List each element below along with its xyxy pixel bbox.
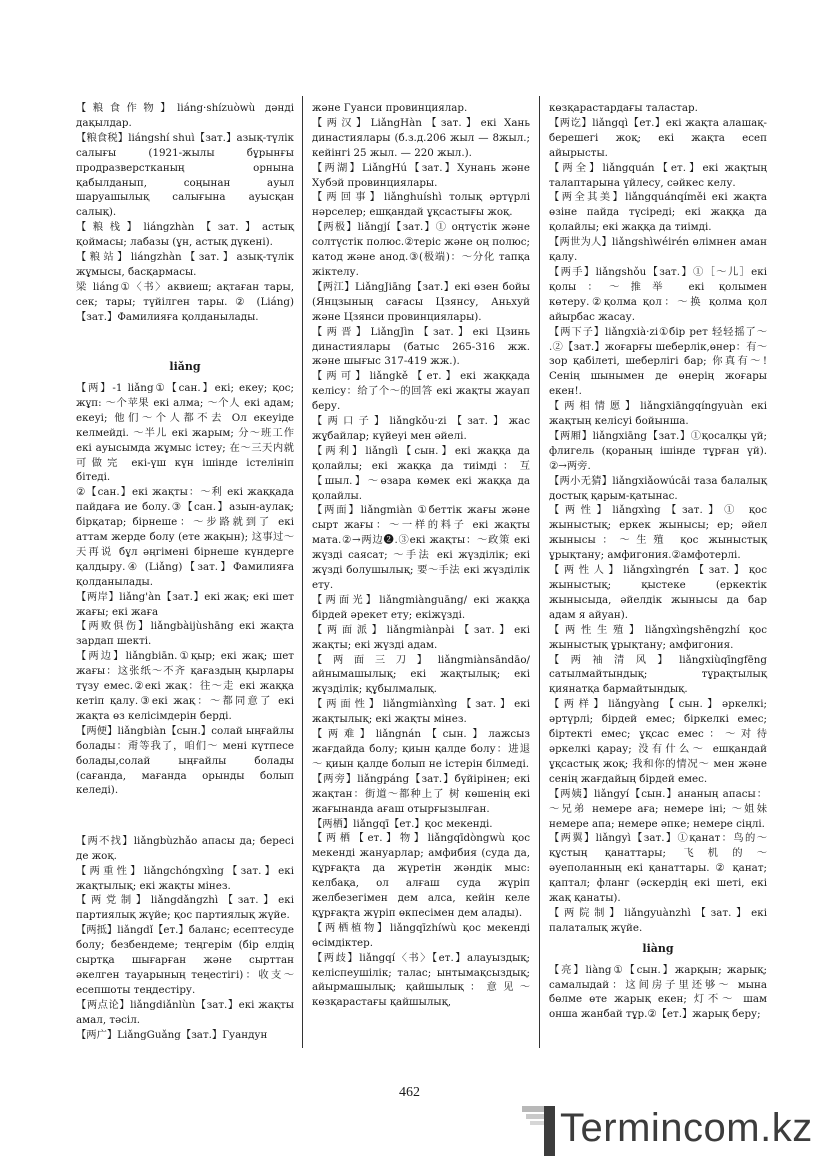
- dictionary-entry: 【两手】liǎngshǒu【зат.】①［～儿］екі қолы：～推举 екі қолымен көтеру.②қолма қол：～换 қолма қол айырбас жасау.: [549, 265, 767, 323]
- column-middle: [312, 101, 530, 1010]
- dictionary-entry: 【两党制】liǎngdǎngzhì【зат.】екі партиялық жүйе; қос партиялық жүйе.: [76, 894, 294, 922]
- section-heading: liǎng: [169, 360, 201, 374]
- dictionary-entry: 【两姨】liǎngyí【сын.】ананың апасы：～兄弟 немере аға; немере іні; ～姐妹 немере апа; немере әпке; немере сіңлі.: [549, 787, 767, 830]
- dictionary-entry: 【两样】liǎngyàng【сын.】әркелкі; әртүрлі; бірдей емес; біркелкі емес; біртекті емес; ұқсас емес：～对待 әркелкі қарау; 没有什么～ ешқандай ұқсастық жоқ; 我和你的情况～ мен және сенің жағдайың бірдей емес.: [549, 698, 767, 785]
- dictionary-entry: 【两面三刀】liǎngmiànsāndāo/ айнымашылық; екі жақтылық; екі жүзділік; құбылмалық.: [312, 653, 530, 696]
- dictionary-entry: 【两点论】liǎngdiǎnlùn【зат.】екі жақты амал, тәсіл.: [76, 998, 294, 1026]
- dictionary-entry: 【亮】liàng①【сын.】жарқын; жарық; самалыдай：这间房子里还够～ мына бөлме өте жарық екен; 灯不～ шам онша жанбай тұр.②【ет.】жарық беру;: [549, 963, 767, 1021]
- dictionary-entry: 【粮食税】liángshí shuì【зат.】азық-түлік салығы (1921-жылы бұрынғы продразверстканың орнына қабылданып, соңынан ауыл шаруашылық салығына ауысқан салық).: [76, 131, 294, 219]
- dictionary-entry: 【两性】liǎngxìng【зат.】① қос жыныстық; еркек жынысы; ер; әйел жынысы：～生殖 қос жыныстық ұрықтану; амфигония.②амфотерлі.: [549, 504, 767, 562]
- section-heading: liàng: [642, 941, 674, 955]
- dictionary-entry: 【粮站】liángzhàn【зат.】азық-түлік жұмысы, басқармасы.: [76, 251, 294, 278]
- dictionary-entry: 【两边】liǎngbiān.①қыр; екі жақ; шет жағы：这张纸～不齐 қағаздың қырлары түзу емес.②екі жақ：往～走 екі жаққа кетіп қалу.③екі жақ：～都同意了 екі жақта өз келісімдерін берді.: [76, 650, 294, 722]
- column-right: [549, 101, 767, 1022]
- dictionary-entry: 【两厢】liǎngxiāng【зат.】①қосалқы үй; флигель (қораның ішінде тұрған үй). ②→两旁.: [549, 429, 767, 472]
- dictionary-entry: 【两面性】liǎngmiànxìng【зат.】екі жақтылық; екі жақты мінез.: [312, 698, 530, 726]
- dictionary-entry: 【两性人】liǎngxìngrén【зат.】қос жыныстық; қыстеке (еркектік жынысыда, әйелдік жынысы да бар адам я айуан).: [549, 564, 767, 621]
- dictionary-entry: 【两面派】liǎngmiànpài【зат.】екі жақты; екі жүзді адам.: [312, 623, 530, 651]
- dictionary-entry: 【两败俱伤】liǎngbàijùshāng екі жақта зардап шекті.: [76, 620, 294, 648]
- dictionary-entry: 【两袖清风】liǎngxiùqīngfēng сатылмайтындық; тұрақтылық қиянатқа бармайтындық.: [549, 653, 767, 696]
- dictionary-entry: 【两重性】liǎngchóngxìng【зат.】екі жақтылық; екі жақты мінез.: [76, 864, 294, 892]
- dictionary-entry: 【两院制】liǎngyuànzhì【зат.】екі палаталық жүйе.: [549, 906, 767, 934]
- dictionary-entry: 【两难】liǎngnán【сын.】лажсыз жағдайда болу; қиын қалде болу：进退～ қиын қалде болып не істерін білмеді.: [312, 728, 530, 770]
- dictionary-entry: 【两湖】LiǎngHú【зат.】Хунань және Хубэй провинциялары.: [312, 161, 530, 189]
- dictionary-entry: 【两下子】liǎngxià·zi①бір рет 轻轻摇了～ .②【зат.】жоғарғы шеберлік,өнер：有～ зор қабілеті, шеберлігі бар; 你真有～! Сенің шынымен де өнерің жоғары екен!.: [549, 325, 767, 398]
- dictionary-entry: 【两全】liǎngquán【ет.】екі жақтың талаптарына үйлесу, сәйкес келу.: [549, 161, 767, 189]
- logo-text: Termincom.kz: [560, 1106, 813, 1150]
- column-divider: [539, 96, 540, 1048]
- dictionary-entry: 【两讫】liǎngqì【ет.】екі жақта алашақ-берешегі жоқ; екі жақта есеп айырысты.: [549, 116, 767, 159]
- dictionary-entry: 【两利】liǎnglì【сын.】екі жаққа да қолайлы; екі жаққа да тиімді：互【шыл.】～өзара көмек екі жаққа да қолайлы.: [312, 444, 530, 502]
- column-left: [76, 101, 294, 1043]
- spacer: [76, 809, 294, 824]
- dictionary-entry: 【两栖植物】liǎngqīzhíwù қос мекенді өсімдіктер.: [312, 921, 530, 949]
- dictionary-entry: 【粮栈】liángzhàn【зат.】астық қоймасы; лабазы (ұн, астық дүкені).: [76, 221, 294, 249]
- dictionary-entry: 【两小无猜】liǎngxiǎowúcāi таза балалық достық қарым-қатынас.: [549, 474, 767, 502]
- dictionary-entry: 【两世为人】liǎngshìwéirén өлімнен аман қалу.: [549, 236, 767, 264]
- dictionary-entry: 【两】-1 liǎng①【сан.】екі; екеу; қос; жұп: ～个苹果 екі алма; ～个人 екі адам; екеуі; 他们～个人都不去 Ол екеуіде келмейді. ～半儿 екі жарым; 分～班工作 екі ауысымда жұмыс істеу; 在～三天内就可做完 екі-үш күн ішінде істелініп бітеді.: [76, 381, 294, 484]
- dictionary-entry: 【两可】liǎngkě【ет.】екі жаққада келісу：给了个～的回答 екі жақты жауап беру.: [312, 370, 530, 413]
- dictionary-entry: 【两歧】liǎngqí〈书〉【ет.】алауыздық; келіспеушілік; талас; ынтымақсыздық; айырмашылық; қайшылық：意见～ көзқарастағы қайшылық,: [312, 951, 530, 1009]
- dictionary-entry: 【两面光】liǎngmiànguāng/ екі жаққа бірдей әрекет ету; екіжүзді.: [312, 593, 530, 621]
- dictionary-entry: 【两江】LiǎngJiāng【зат.】екі өзен бойы (Янцзының сағасы Цзянсу, Аньхуй және Цзянси провинциялары).: [312, 280, 530, 323]
- dictionary-entry: 【两翼】liǎngyì【зат.】①қанат：鸟的～ құстың қанаттары; 飞机的～ әуеполанның екі қанаттары. ② қанат; қаптал; фланг (әскердің екі шеті, екі жақ қанаты).: [549, 832, 767, 905]
- dictionary-entry: 【两口子】liǎngkǒu·zi【зат.】жас жұбайлар; күйеуі мен әйелі.: [312, 415, 530, 442]
- spacer: [76, 335, 294, 350]
- dictionary-entry: 【两不找】liǎngbùzhǎo апасы да; бересі де жоқ.: [76, 834, 294, 862]
- dictionary-entry: 【两栖【ет.】物】liǎngqīdòngwù қос мекенді жануарлар; амфибия (суда да, құрғақта да жүретін жәндік мыс: келбақа, ол алғаш суда жүріп желбезегімен дем алса, кейін келе құрғақта жүріп өкпесімен дем алады).: [312, 832, 530, 919]
- dictionary-entry: 【粮食作物】liáng·shízuòwù дәнді дақылдар.: [76, 102, 294, 129]
- dictionary-entry: 【两晋】LiǎngJìn【зат.】екі Цзинь династиялары (батыс 265-316 жж. және шығыс 317-419 жж.).: [312, 325, 530, 368]
- dictionary-entry: 【两面】liǎngmiàn ①беттік жағы және сырт жағы：～一样的料子 екі жақты мата.②→两边❷.③екі жақты：～政策 екі жүзді саясат; ～手法 екі жүзділік; екі жүзді болушылық; 要～手法 екі жүзділік ету.: [312, 504, 530, 591]
- dictionary-entry: және Гуанси провинциялар.: [312, 102, 468, 114]
- dictionary-entry: 【两便】liǎngbiàn【сын.】солай ыңғайлы болады：甭等我了，咱们～ мені күтпесе болады,солай ыңғайлы болады (сағанда, мағанда орынды болып келеді).: [76, 724, 294, 797]
- column-divider: [302, 96, 303, 1048]
- dictionary-entry: 【两栖】liǎngqī【ет.】қос мекенді.: [312, 817, 493, 830]
- dictionary-entry: 【两全其美】liǎngquánqíměi екі жақта өзіне пайда түсіреді; екі жаққа да қолайлы; екі жаққа да тиімді.: [549, 191, 767, 234]
- dictionary-entry: 【两岸】liǎng'àn【зат.】екі жақ; екі шет жағы; екі жаға: [76, 590, 294, 618]
- dictionary-entry: 【两旁】liǎngpáng【зат.】бүйірінен; екі жақтан：街道～都种上了 树 көшенің екі жағынанда ағаш отырғызылған.: [312, 772, 530, 815]
- dictionary-entry: 【两相情愿】liǎngxiāngqíngyuàn екі жақтың келісуі бойынша.: [549, 400, 767, 428]
- dictionary-entry: 【两广】LiǎngGuǎng【зат.】Гуандун: [76, 1028, 268, 1041]
- dictionary-entry: көзқарастардағы таластар.: [549, 102, 698, 114]
- dictionary-entry: 【两抵】liǎngdǐ【ет.】баланс; есептесуде болу; безбендеме; теңгерім (бір елдің сыртқа шығарған және сырттан әкелген тауарының теңестігі)：收支～ есепшоты теңдестіру.: [76, 924, 294, 996]
- dictionary-entry: 【两性生殖】liǎngxìngshēngzhí қос жыныстық ұрықтану; амфигония.: [549, 623, 767, 651]
- dictionary-entry: 【两回事】liǎnghuíshì толық әртүрлі нәрселер; ешқандай ұқсастығы жоқ.: [312, 191, 530, 219]
- dictionary-entry: 【两汉】LiǎngHàn【зат.】екі Хань династиялары (б.з.д.206 жыл — 8жыл.; кейінгі 25 жыл. — 220 жыл.).: [312, 116, 530, 159]
- dictionary-entry: 【两极】liǎngjí【зат.】① оңтүстік және солтүстік полюс.②теріс және оң полюс; катод және анод.③(极端)：～分化 тапқа жіктелу.: [312, 221, 530, 278]
- dictionary-entry: ②【сан.】екі жақты：～利 екі жаққада пайдаға ие болу.③【сан.】азын-аулақ; бірқатар; бірнеше：～步路就到了 екі аттам жерде болу (ете жақын); 这事过～天再说 бұл әңгімені бірнеше күндерге қалдыру.④ (Liǎng)【зат.】Фамилияға қолданылады.: [76, 486, 294, 588]
- dictionary-entry: 梁 liáng①〈书〉аквиеш; ақтаған тары, сек; тары; түйілген тары. ② (Liáng)【зат.】Фамилияға қолданылады.: [76, 280, 294, 323]
- page-number: 462: [399, 1085, 420, 1100]
